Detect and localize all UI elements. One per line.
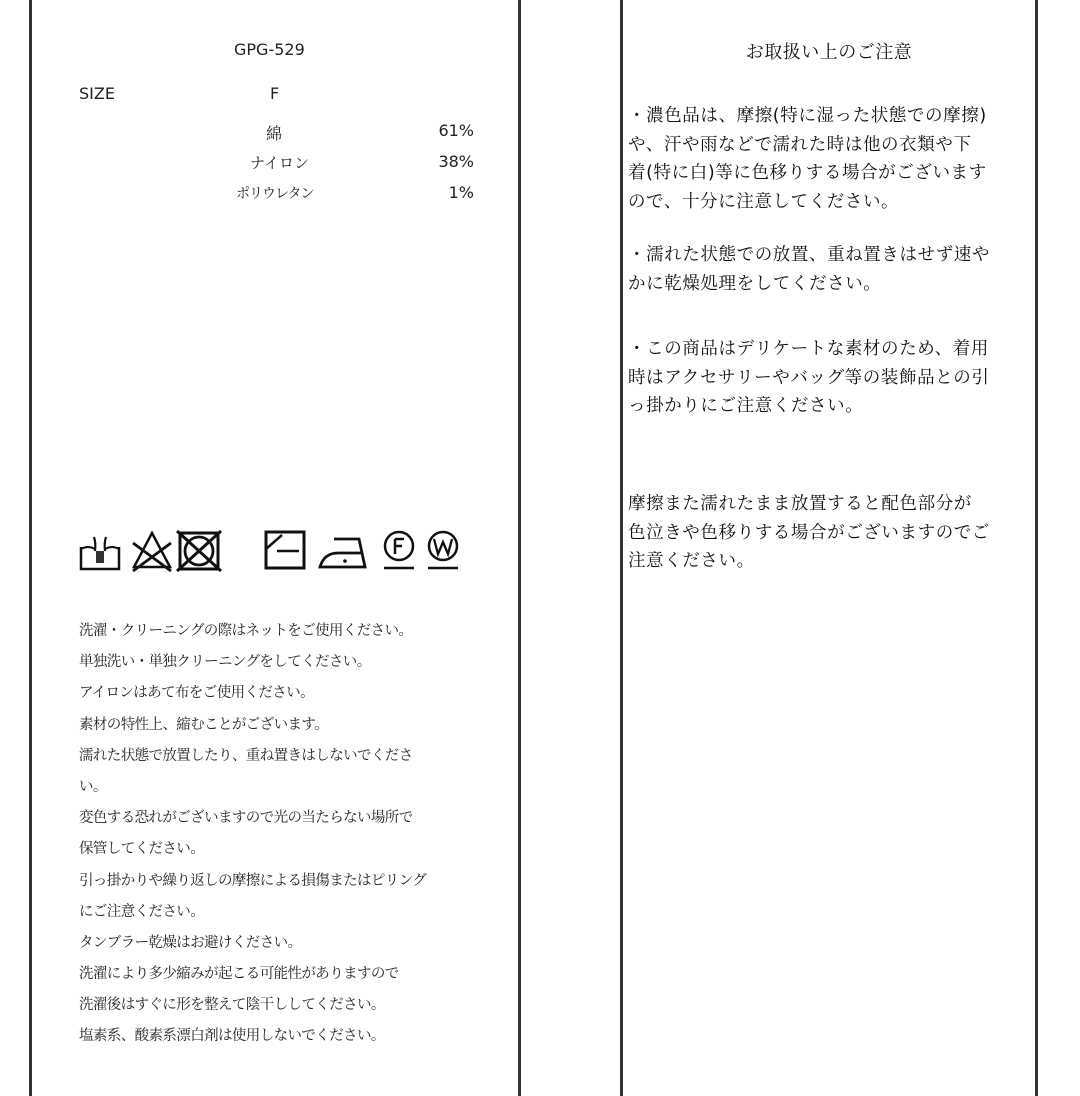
care-instruction: 洗濯により多少縮みが起こる可能性がありますので xyxy=(79,966,399,983)
notice-line: っ掛かりにご注意ください。 xyxy=(628,396,864,416)
care-instruction: 変色する恐れがございますので光の当たらない場所で xyxy=(79,810,413,827)
care-instruction: 保管してください。 xyxy=(79,841,205,858)
wet-clean-w-icon xyxy=(425,529,461,573)
size-value: F xyxy=(270,84,280,103)
notice-line: かに乾燥処理をしてください。 xyxy=(628,273,882,294)
care-instruction: 引っ掛かりや繰り返しの摩擦による損傷またはピリング xyxy=(79,872,427,889)
care-instruction: 洗濯・クリーニングの際はネットをご使用ください。 xyxy=(79,623,413,639)
handling-notice xyxy=(628,335,1038,421)
notice-line: ので、十分に注意してください。 xyxy=(628,191,900,212)
material-percent: 61% xyxy=(438,121,474,140)
notice-line: 摩擦また濡れたまま放置すると配色部分が xyxy=(628,494,972,514)
notice-line: 注意ください。 xyxy=(628,551,755,571)
no-bleach-icon xyxy=(130,529,174,573)
notice-line: ・濡れた状態での放置、重ね置きはせず速や xyxy=(628,245,990,265)
notice-line: ・この商品はデリケートな素材のため、着用 xyxy=(628,339,989,359)
no-tumble-dry-icon xyxy=(176,529,222,573)
handling-title: お取扱い上のご注意 xyxy=(745,42,913,63)
care-instruction: アイロンはあて布をご使用ください。 xyxy=(79,685,314,702)
care-instruction: 単独洗い・単独クリーニングをしてください。 xyxy=(79,654,371,671)
spec-panel xyxy=(29,0,521,1096)
care-instruction: い。 xyxy=(79,778,107,795)
care-instruction: 濡れた状態で放置したり、重ね置きはしないでくださ xyxy=(79,747,413,764)
dry-clean-f-icon xyxy=(381,529,417,573)
care-instruction: タンブラー乾燥はお避けください。 xyxy=(79,934,302,951)
care-instruction: 塩素系、酸素系漂白剤は使用しないでください。 xyxy=(79,1028,385,1045)
notice-line: 色泣きや色移りする場合がございますのでご xyxy=(628,522,990,543)
material-name: 綿 xyxy=(266,124,283,143)
material-name: ナイロン xyxy=(250,154,309,172)
shade-flat-dry-icon xyxy=(263,529,307,573)
notice-line: 時はアクセサリーやバッグ等の装飾品との引 xyxy=(628,367,990,388)
size-label: SIZE xyxy=(79,84,115,103)
material-percent: 1% xyxy=(448,183,474,202)
care-instruction: 洗濯後はすぐに形を整えて陰干ししてください。 xyxy=(79,997,385,1014)
notice-line: や、汗や雨などで濡れた時は他の衣類や下 xyxy=(628,134,972,155)
model-code: GPG-529 xyxy=(234,40,305,59)
notice-line: 着(特に白)等に色移りする場合がございます xyxy=(628,163,987,183)
notice-line: ・濃色品は、摩擦(特に湿った状態での摩擦) xyxy=(628,106,987,126)
handling-panel xyxy=(620,0,1038,1096)
handling-notice xyxy=(628,102,1038,216)
care-instruction: にご注意ください。 xyxy=(79,903,205,920)
care-instructions-list xyxy=(79,616,426,1053)
care-instruction: 素材の特性上、縮むことがございます。 xyxy=(79,716,329,733)
iron-low-icon xyxy=(318,529,368,573)
material-percent: 38% xyxy=(438,152,474,171)
hand-wash-icon xyxy=(78,529,122,573)
material-name: ポリウレタン xyxy=(236,186,314,202)
handling-notice xyxy=(628,241,1038,298)
handling-notice xyxy=(628,490,1038,576)
